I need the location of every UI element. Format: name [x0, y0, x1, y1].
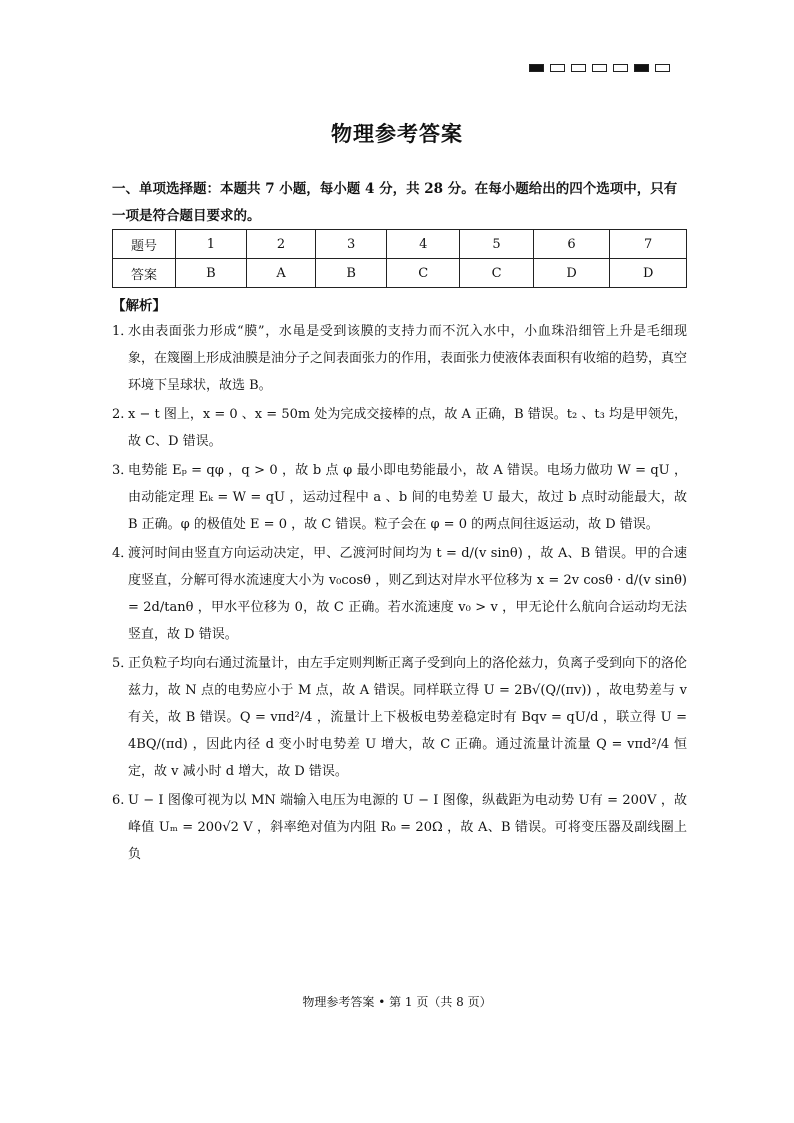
answer-cell: C — [460, 259, 533, 288]
page-marks — [529, 64, 670, 72]
list-item — [112, 318, 687, 399]
list-item — [112, 540, 687, 648]
item-text: 正负粒子均向右通过流量计，由左手定则判断正离子受到向上的洛伦兹力，负离子受到向下的洛伦兹力，故 N 点的电势应小于 M 点，故 A 错误。同样联立得 U = 2B√(Q/(πv)) ，故电势差与 v 有关，故 B 错误。Q = vπd²/4 ，流量计上下极板电势差稳定时有 Bqv = qU/d ，联立得 U = 4BQ/(πd) ，因此内径 d 变小时电势差 U 增大，故 C 正确。通过流量计流量 Q = vπd²/4 恒定，故 v 减小时 d 增大，故 D 错误。 — [128, 656, 688, 779]
analysis-body — [112, 318, 687, 870]
question-number: 5 — [460, 230, 533, 259]
item-text: 电势能 Eₚ = qφ ，q > 0 ，故 b 点 φ 最小即电势能最小，故 A 错误。电场力做功 W = qU ，由动能定理 Eₖ = W = qU ，运动过程中 a 、b 间的电势差 U 最大，故过 b 点时动能最大，故 B 正确。φ 的极值处 E = 0 ，故 C 错误。粒子会在 φ = 0 的两点间往返运动，故 D 错误。 — [128, 463, 687, 532]
mark-filled — [634, 64, 649, 72]
answer-cell: B — [316, 259, 387, 288]
answer-cell: B — [176, 259, 247, 288]
list-item — [112, 401, 687, 455]
mark-empty — [592, 64, 607, 72]
item-text: 水由表面张力形成“膜”，水黾是受到该膜的支持力而不沉入水中，小血珠沿细管上升是毛细现象，在篾圈上形成油膜是油分子之间表面张力的作用，表面张力使液体表面积有收缩的趋势，真空环境下呈球状，故选 B。 — [128, 324, 688, 393]
section-heading: 一、单项选择题：本题共 7 小题，每小题 4 分，共 28 分。在每小题给出的四个选项中，只有一项是符合题目要求的。 — [112, 181, 678, 224]
item-text: 渡河时间由竖直方向运动决定，甲、乙渡河时间均为 t = d/(v sinθ) ，故 A、B 错误。甲的合速度竖直，分解可得水流速度大小为 v₀cosθ ，则乙到达对岸水平位移为 x = 2v cosθ · d/(v sinθ) = 2d/tanθ ，甲水平位移为 0，故 C 正确。若水流速度 v₀ > v ，甲无论什么航向合运动均无法竖直，故 D 错误。 — [128, 546, 687, 642]
answer-cell: D — [533, 259, 610, 288]
question-number: 4 — [387, 230, 460, 259]
question-number: 1 — [176, 230, 247, 259]
mark-empty — [550, 64, 565, 72]
table-row — [113, 230, 687, 259]
item-number: 3． — [112, 463, 134, 478]
mark-empty — [571, 64, 586, 72]
list-item — [112, 650, 687, 785]
item-text: x − t 图上，x = 0 、x = 50m 处为完成交接棒的点，故 A 正确，B 错误。t₂ 、t₃ 均是甲领先，故 C、D 错误。 — [128, 407, 687, 449]
list-item — [112, 457, 687, 538]
item-number: 5． — [112, 656, 134, 671]
question-number: 6 — [533, 230, 610, 259]
answer-cell: D — [610, 259, 687, 288]
mark-empty — [655, 64, 670, 72]
page-title: 物理参考答案 — [331, 121, 463, 146]
question-number: 7 — [610, 230, 687, 259]
item-number: 4． — [112, 546, 134, 561]
list-item — [112, 787, 687, 868]
item-number: 2. — [112, 407, 125, 422]
row-label: 题号 — [113, 230, 176, 259]
item-number: 1． — [112, 324, 134, 339]
question-number: 3 — [316, 230, 387, 259]
row-label: 答案 — [113, 259, 176, 288]
mark-empty — [613, 64, 628, 72]
table-row — [113, 259, 687, 288]
answer-cell: C — [387, 259, 460, 288]
answer-cell: A — [246, 259, 316, 288]
mark-filled — [529, 64, 544, 72]
question-number: 2 — [246, 230, 316, 259]
analysis-label: 【解析】 — [112, 298, 166, 314]
item-text: U − I 图像可视为以 MN 端输入电压为电源的 U − I 图像，纵截距为电动势 U有 = 200V ，故峰值 Uₘ = 200√2 V ，斜率绝对值为内阻 R₀ = 20Ω ，故 A、B 错误。可将变压器及副线圈上负 — [128, 793, 687, 862]
page-footer: 物理参考答案 • 第 1 页（共 8 页） — [302, 995, 492, 1009]
item-number: 6. — [112, 793, 125, 808]
answer-table — [112, 229, 687, 288]
